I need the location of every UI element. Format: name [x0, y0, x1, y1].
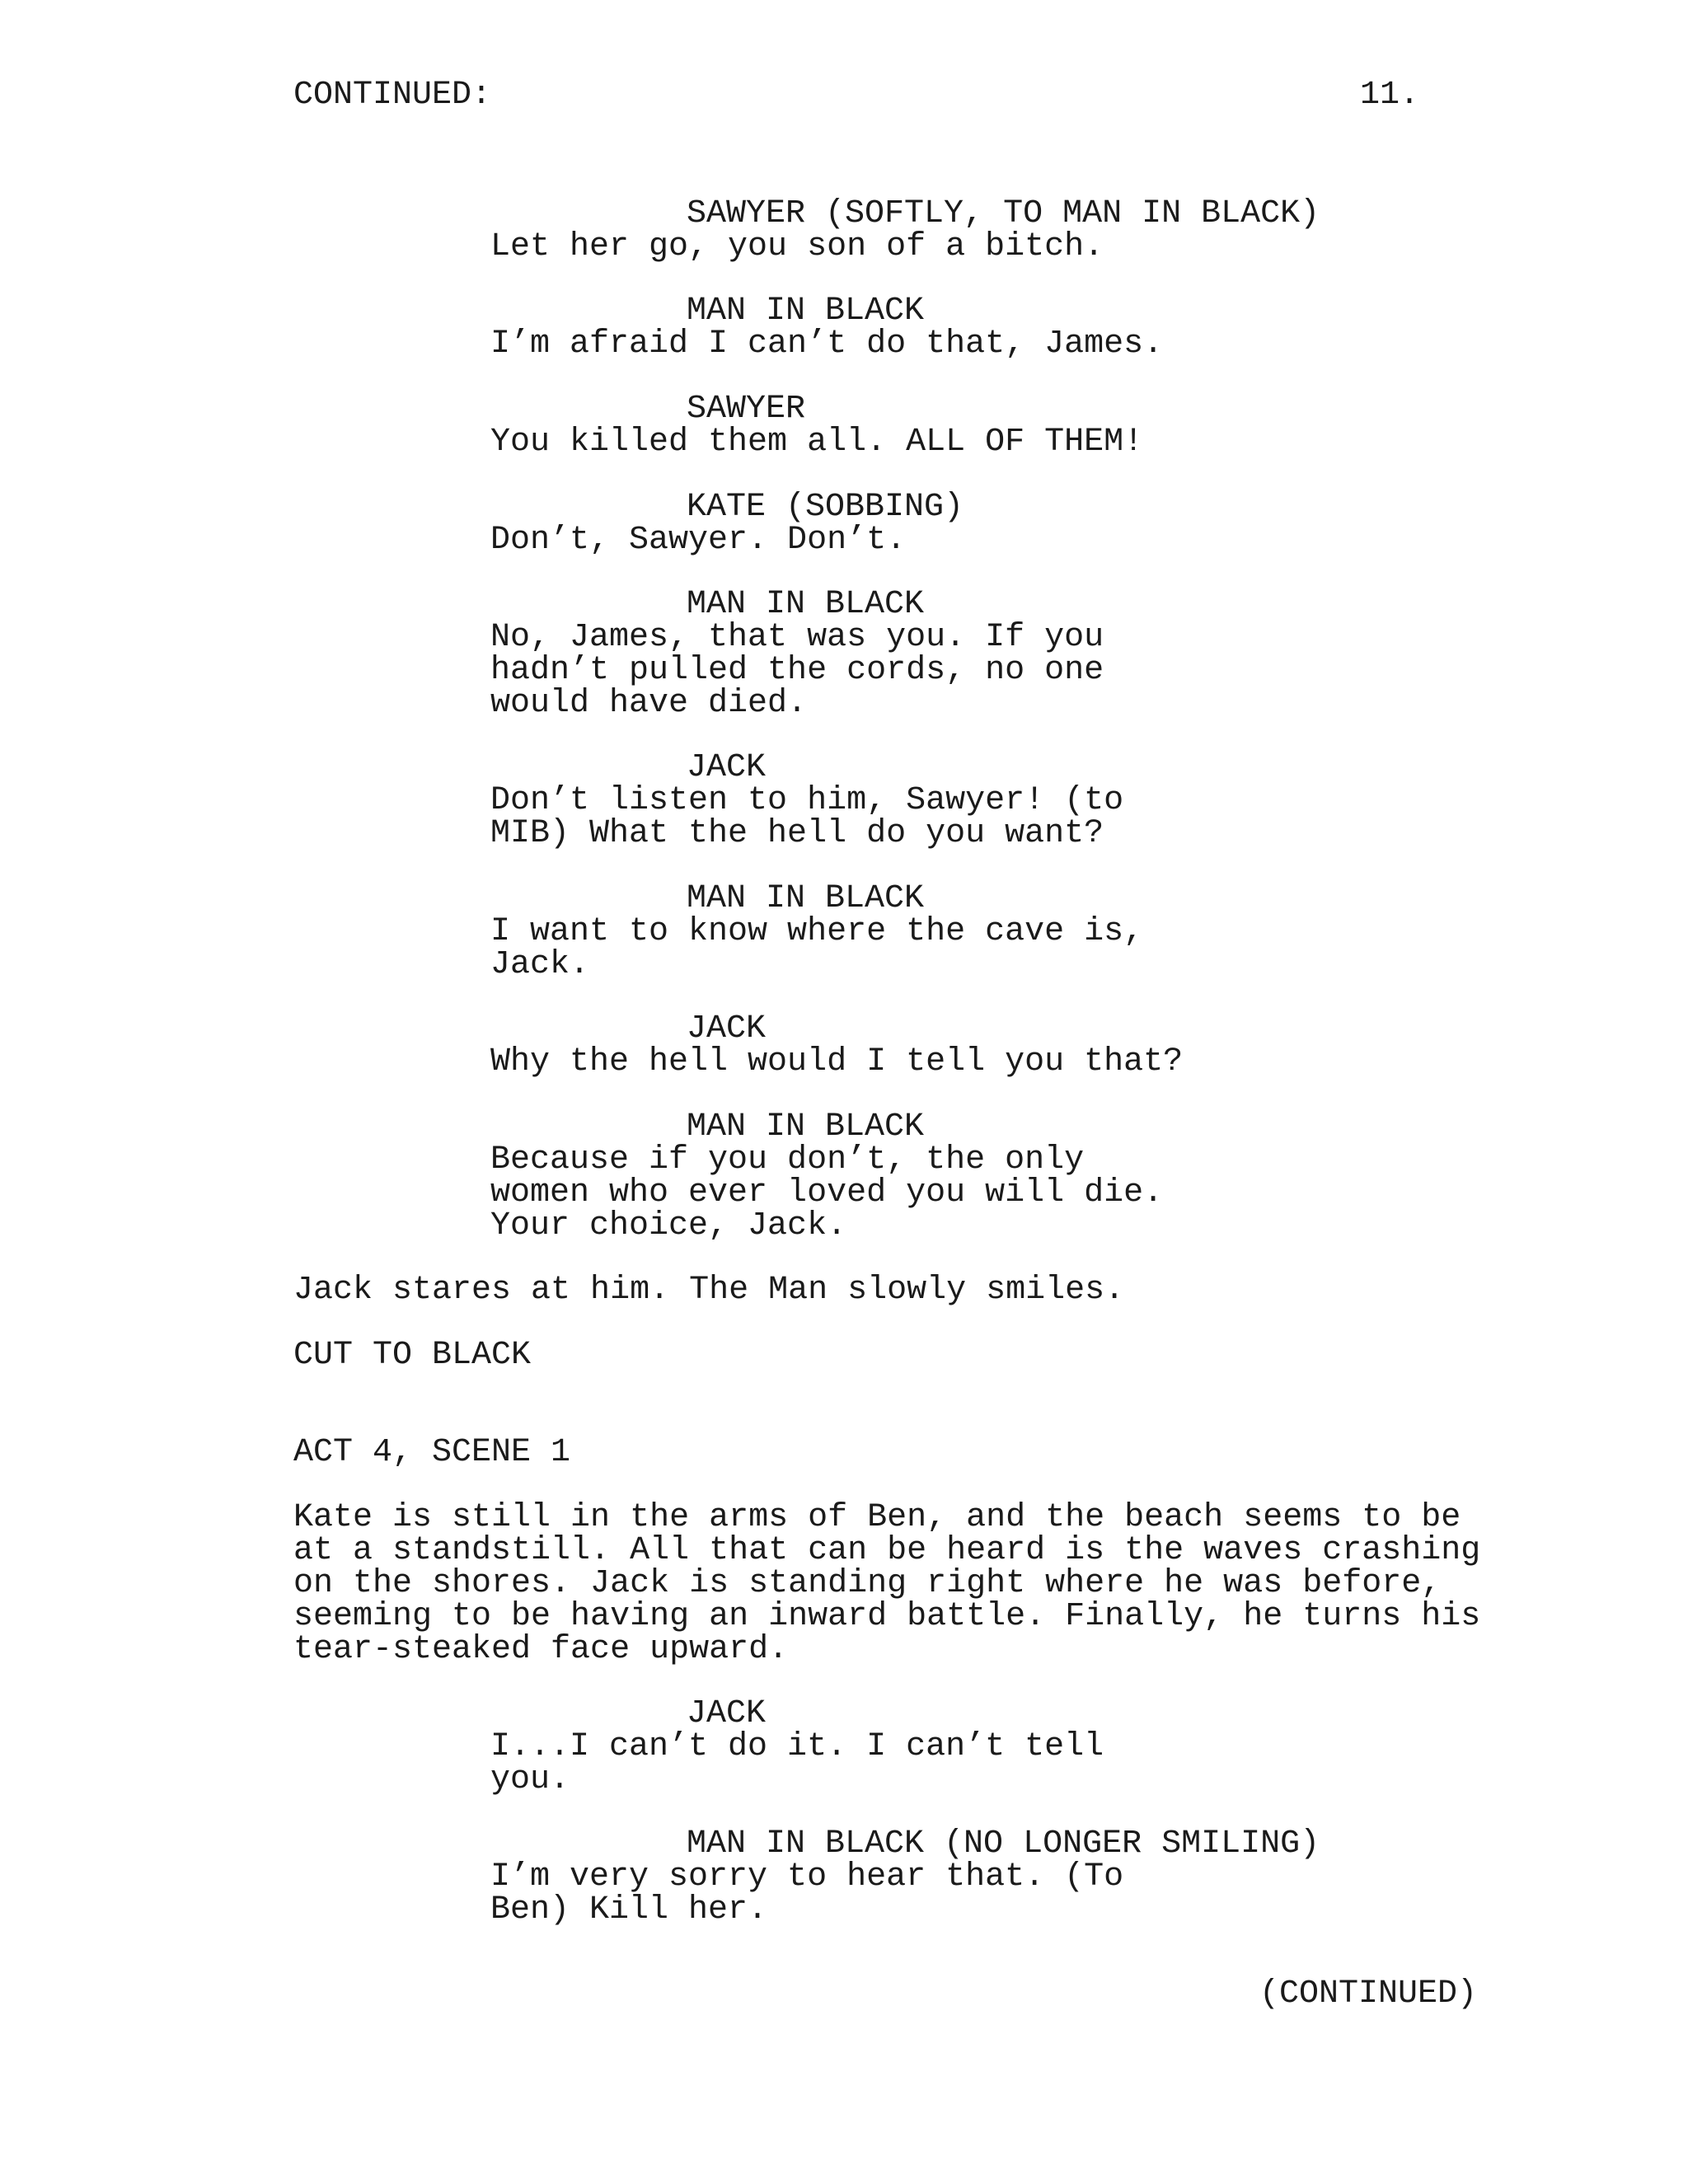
dialogue-line: Don’t listen to him, Sawyer! (to	[490, 782, 1124, 819]
character-cue: KATE (SOBBING)	[687, 489, 964, 526]
dialogue-line: Why the hell would I tell you that?	[490, 1043, 1184, 1080]
transition: CUT TO BLACK	[293, 1337, 532, 1374]
dialogue-line: I’m very sorry to hear that. (To	[490, 1858, 1124, 1896]
character-cue: MAN IN BLACK	[687, 293, 925, 330]
dialogue-line: Because if you don’t, the only	[490, 1141, 1085, 1179]
dialogue-line: I want to know where the cave is,	[490, 913, 1144, 950]
dialogue-line: would have died.	[490, 685, 808, 722]
dialogue-line: I...I can’t do it. I can’t tell	[490, 1728, 1104, 1765]
continued-header: CONTINUED:	[293, 77, 492, 114]
character-cue: MAN IN BLACK	[687, 586, 925, 623]
dialogue-line: women who ever loved you will die.	[490, 1174, 1164, 1212]
character-cue: JACK	[687, 749, 767, 786]
character-cue: SAWYER (SOFTLY, TO MAN IN BLACK)	[687, 195, 1320, 232]
action-line: seeming to be having an inward battle. Finally, he turns his	[293, 1598, 1481, 1635]
character-cue: MAN IN BLACK (NO LONGER SMILING)	[687, 1825, 1320, 1863]
dialogue-line: Don’t, Sawyer. Don’t.	[490, 522, 907, 559]
character-cue: MAN IN BLACK	[687, 1108, 925, 1146]
character-cue: JACK	[687, 1695, 767, 1732]
dialogue-line: hadn’t pulled the cords, no one	[490, 652, 1104, 689]
character-cue: JACK	[687, 1010, 767, 1047]
scene-heading: ACT 4, SCENE 1	[293, 1434, 571, 1471]
action-line: tear-steaked face upward.	[293, 1631, 789, 1668]
continued-footer: (CONTINUED)	[1259, 1975, 1478, 2013]
action-line: Jack stares at him. The Man slowly smiles.	[293, 1272, 1125, 1309]
dialogue-line: Your choice, Jack.	[490, 1207, 847, 1244]
dialogue-line: I’m afraid I can’t do that, James.	[490, 326, 1164, 363]
dialogue-line: You killed them all. ALL OF THEM!	[490, 424, 1144, 461]
dialogue-line: Ben) Kill her.	[490, 1891, 768, 1929]
page-number: 11.	[1360, 77, 1420, 114]
action-line: on the shores. Jack is standing right where he was before,	[293, 1565, 1442, 1602]
dialogue-line: you.	[490, 1761, 570, 1798]
action-line: Kate is still in the arms of Ben, and the beach seems to be	[293, 1499, 1461, 1536]
character-cue: SAWYER	[687, 391, 806, 428]
dialogue-line: No, James, that was you. If you	[490, 619, 1104, 656]
dialogue-line: Let her go, you son of a bitch.	[490, 228, 1104, 265]
character-cue: MAN IN BLACK	[687, 880, 925, 917]
action-line: at a standstill. All that can be heard is the waves crashing	[293, 1532, 1481, 1569]
dialogue-line: Jack.	[490, 946, 590, 983]
dialogue-line: MIB) What the hell do you want?	[490, 815, 1104, 852]
